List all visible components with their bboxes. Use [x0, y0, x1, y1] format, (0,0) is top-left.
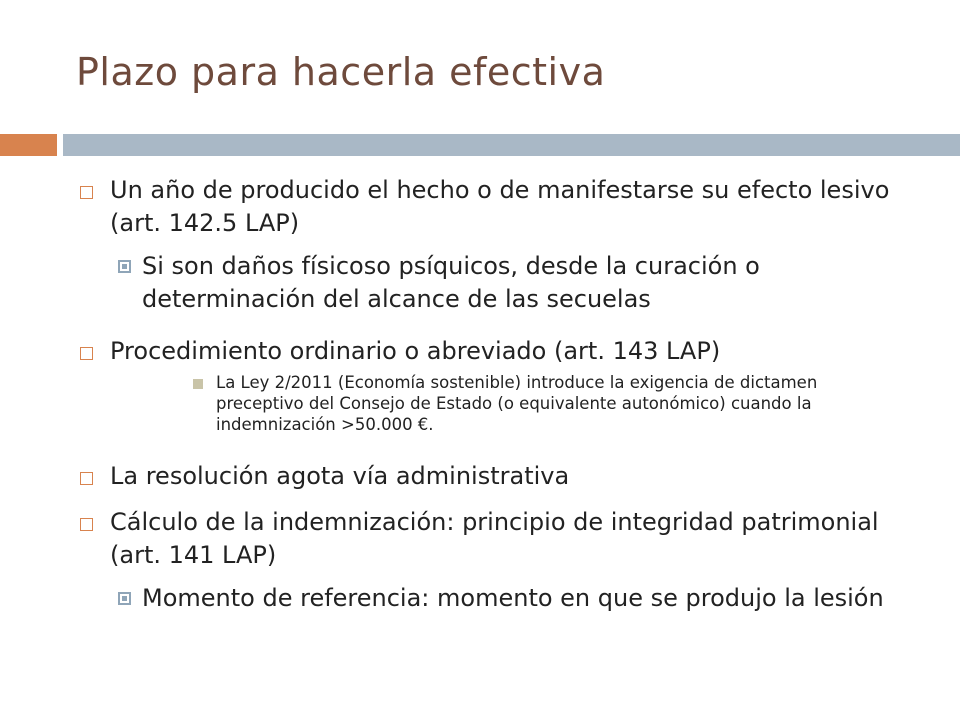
- square-bullet-icon: [80, 518, 93, 531]
- filled-square-bullet-icon: [193, 379, 203, 389]
- square-bullet-icon: [80, 186, 93, 199]
- framed-square-bullet-icon: [118, 592, 131, 605]
- framed-square-bullet-icon: [118, 260, 131, 273]
- bullet-text: La resolución agota vía administrativa: [110, 462, 570, 490]
- sub-sub-bullet-text: La Ley 2/2011 (Economía sostenible) introduce la exigencia de dictamen preceptivo del Consejo de Estado (o equivalente autonómico) cuando la indemnización >50.000 €.: [216, 373, 818, 434]
- bullet-text: Procedimiento ordinario o abreviado (art. 143 LAP): [110, 337, 721, 365]
- sub-bullet-text: Si son daños físicoso psíquicos, desde la curación o determinación del alcance de las secuelas: [142, 252, 760, 313]
- bullet-text: Cálculo de la indemnización: principio de integridad patrimonial (art. 141 LAP): [110, 508, 879, 569]
- slide-title: Plazo para hacerla efectiva: [76, 50, 606, 94]
- square-bullet-icon: [80, 472, 93, 485]
- sub-bullet-text: Momento de referencia: momento en que se produjo la lesión: [142, 584, 884, 612]
- bullet-text: Un año de producido el hecho o de manifestarse su efecto lesivo (art. 142.5 LAP): [110, 176, 890, 237]
- square-bullet-icon: [80, 347, 93, 360]
